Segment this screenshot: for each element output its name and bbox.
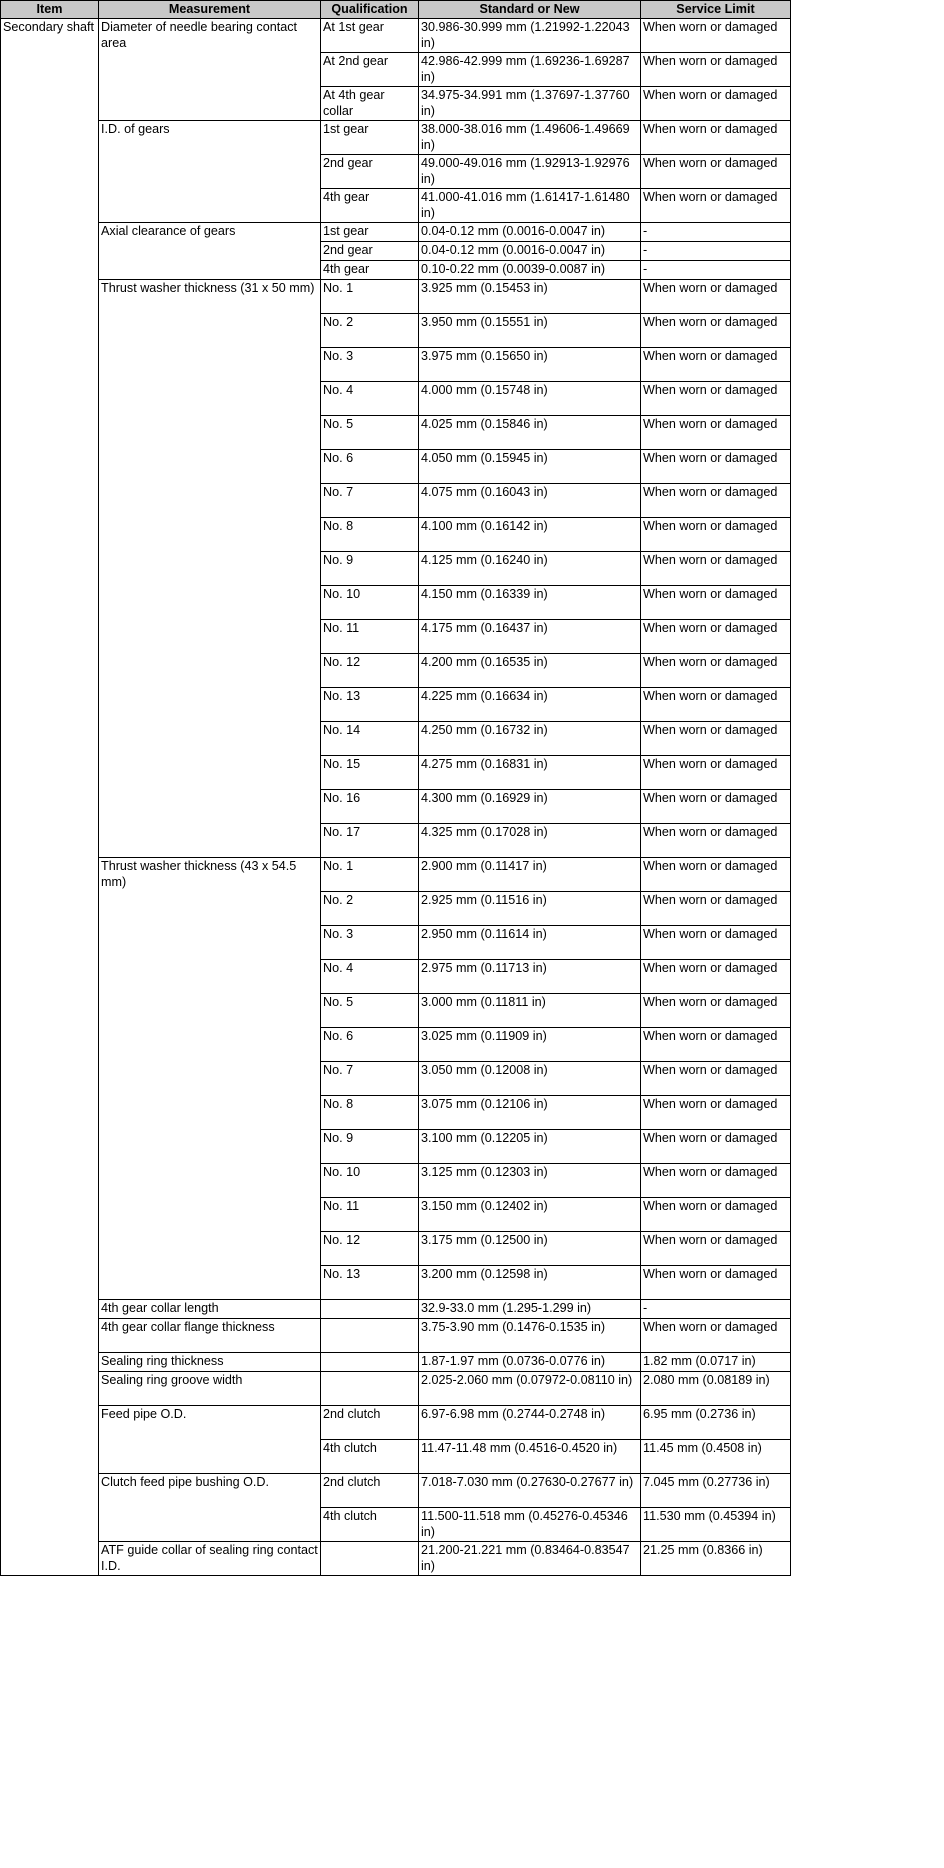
qualification-cell: No. 4	[321, 382, 419, 416]
header-row	[1, 1, 791, 19]
standard-cell: 41.000-41.016 mm (1.61417-1.61480 in)	[419, 189, 641, 223]
qualification-cell: 4th gear	[321, 189, 419, 223]
table-row	[1, 223, 791, 242]
standard-cell: 3.75-3.90 mm (0.1476-0.1535 in)	[419, 1319, 641, 1353]
qualification-cell: No. 10	[321, 586, 419, 620]
qualification-cell: 1st gear	[321, 223, 419, 242]
standard-cell: 49.000-49.016 mm (1.92913-1.92976 in)	[419, 155, 641, 189]
qualification-cell: 2nd clutch	[321, 1406, 419, 1440]
service-limit-cell: -	[641, 1300, 791, 1319]
service-limit-cell: -	[641, 223, 791, 242]
qualification-cell: No. 15	[321, 756, 419, 790]
standard-cell: 2.950 mm (0.11614 in)	[419, 926, 641, 960]
standard-cell: 6.97-6.98 mm (0.2744-0.2748 in)	[419, 1406, 641, 1440]
measurement-cell: 4th gear collar flange thickness	[99, 1319, 321, 1353]
qualification-cell	[321, 1542, 419, 1576]
qualification-cell: No. 1	[321, 280, 419, 314]
service-limit-cell: When worn or damaged	[641, 189, 791, 223]
standard-cell: 4.250 mm (0.16732 in)	[419, 722, 641, 756]
standard-cell: 34.975-34.991 mm (1.37697-1.37760 in)	[419, 87, 641, 121]
qualification-cell: 2nd gear	[321, 155, 419, 189]
qualification-cell: No. 7	[321, 484, 419, 518]
table-row	[1, 858, 791, 892]
qualification-cell: No. 10	[321, 1164, 419, 1198]
standard-cell: 11.47-11.48 mm (0.4516-0.4520 in)	[419, 1440, 641, 1474]
qualification-cell: 4th clutch	[321, 1508, 419, 1542]
service-limit-cell: When worn or damaged	[641, 382, 791, 416]
service-limit-cell: When worn or damaged	[641, 53, 791, 87]
qualification-cell	[321, 1353, 419, 1372]
service-limit-cell: When worn or damaged	[641, 518, 791, 552]
qualification-cell: No. 3	[321, 348, 419, 382]
service-limit-cell: 6.95 mm (0.2736 in)	[641, 1406, 791, 1440]
standard-cell: 4.175 mm (0.16437 in)	[419, 620, 641, 654]
qualification-cell: At 2nd gear	[321, 53, 419, 87]
service-limit-cell: When worn or damaged	[641, 790, 791, 824]
service-limit-cell: When worn or damaged	[641, 280, 791, 314]
standard-cell: 3.075 mm (0.12106 in)	[419, 1096, 641, 1130]
measurement-cell: Axial clearance of gears	[99, 223, 321, 280]
service-limit-cell: When worn or damaged	[641, 994, 791, 1028]
table-body	[1, 19, 791, 1576]
qualification-cell: No. 1	[321, 858, 419, 892]
standard-cell: 0.04-0.12 mm (0.0016-0.0047 in)	[419, 223, 641, 242]
standard-cell: 4.075 mm (0.16043 in)	[419, 484, 641, 518]
qualification-cell: No. 13	[321, 688, 419, 722]
standard-cell: 3.950 mm (0.15551 in)	[419, 314, 641, 348]
standard-cell: 1.87-1.97 mm (0.0736-0.0776 in)	[419, 1353, 641, 1372]
standard-cell: 4.000 mm (0.15748 in)	[419, 382, 641, 416]
service-limit-cell: When worn or damaged	[641, 1266, 791, 1300]
header-measurement: Measurement	[99, 1, 321, 19]
qualification-cell	[321, 1319, 419, 1353]
standard-cell: 3.975 mm (0.15650 in)	[419, 348, 641, 382]
service-limit-cell: When worn or damaged	[641, 824, 791, 858]
qualification-cell: At 1st gear	[321, 19, 419, 53]
qualification-cell: No. 5	[321, 994, 419, 1028]
service-limit-cell: When worn or damaged	[641, 858, 791, 892]
standard-cell: 0.10-0.22 mm (0.0039-0.0087 in)	[419, 261, 641, 280]
qualification-cell: No. 3	[321, 926, 419, 960]
measurement-cell: Diameter of needle bearing contact area	[99, 19, 321, 121]
standard-cell: 4.125 mm (0.16240 in)	[419, 552, 641, 586]
item-cell: Secondary shaft	[1, 19, 99, 1576]
header-standard: Standard or New	[419, 1, 641, 19]
standard-cell: 4.325 mm (0.17028 in)	[419, 824, 641, 858]
service-limit-cell: 11.45 mm (0.4508 in)	[641, 1440, 791, 1474]
qualification-cell	[321, 1372, 419, 1406]
service-limit-cell: When worn or damaged	[641, 654, 791, 688]
standard-cell: 3.000 mm (0.11811 in)	[419, 994, 641, 1028]
measurement-cell: Feed pipe O.D.	[99, 1406, 321, 1474]
qualification-cell: No. 5	[321, 416, 419, 450]
qualification-cell: No. 16	[321, 790, 419, 824]
standard-cell: 3.925 mm (0.15453 in)	[419, 280, 641, 314]
standard-cell: 4.150 mm (0.16339 in)	[419, 586, 641, 620]
standard-cell: 3.100 mm (0.12205 in)	[419, 1130, 641, 1164]
qualification-cell: No. 2	[321, 892, 419, 926]
standard-cell: 32.9-33.0 mm (1.295-1.299 in)	[419, 1300, 641, 1319]
qualification-cell: 2nd gear	[321, 242, 419, 261]
qualification-cell: No. 6	[321, 450, 419, 484]
service-limit-cell: When worn or damaged	[641, 620, 791, 654]
qualification-cell: No. 11	[321, 620, 419, 654]
standard-cell: 4.275 mm (0.16831 in)	[419, 756, 641, 790]
table-row	[1, 1474, 791, 1508]
service-limit-cell: When worn or damaged	[641, 688, 791, 722]
service-limit-cell: When worn or damaged	[641, 960, 791, 994]
service-limit-cell: 11.530 mm (0.45394 in)	[641, 1508, 791, 1542]
standard-cell: 2.925 mm (0.11516 in)	[419, 892, 641, 926]
measurement-cell: I.D. of gears	[99, 121, 321, 223]
table-row	[1, 121, 791, 155]
service-limit-cell: When worn or damaged	[641, 484, 791, 518]
qualification-cell: No. 17	[321, 824, 419, 858]
service-limit-cell: When worn or damaged	[641, 756, 791, 790]
standard-cell: 4.050 mm (0.15945 in)	[419, 450, 641, 484]
standard-cell: 3.200 mm (0.12598 in)	[419, 1266, 641, 1300]
table-row	[1, 1372, 791, 1406]
service-limit-cell: When worn or damaged	[641, 926, 791, 960]
header-service-limit: Service Limit	[641, 1, 791, 19]
service-limit-cell: When worn or damaged	[641, 552, 791, 586]
standard-cell: 21.200-21.221 mm (0.83464-0.83547 in)	[419, 1542, 641, 1576]
table-row	[1, 1406, 791, 1440]
measurement-cell: Thrust washer thickness (43 x 54.5 mm)	[99, 858, 321, 1300]
header-item: Item	[1, 1, 99, 19]
measurement-cell: 4th gear collar length	[99, 1300, 321, 1319]
standard-cell: 3.125 mm (0.12303 in)	[419, 1164, 641, 1198]
standard-cell: 3.175 mm (0.12500 in)	[419, 1232, 641, 1266]
service-limit-cell: -	[641, 242, 791, 261]
service-limit-cell: When worn or damaged	[641, 1028, 791, 1062]
service-limit-cell: When worn or damaged	[641, 586, 791, 620]
service-limit-cell: When worn or damaged	[641, 722, 791, 756]
table-row	[1, 19, 791, 53]
header-qualification: Qualification	[321, 1, 419, 19]
standard-cell: 4.200 mm (0.16535 in)	[419, 654, 641, 688]
standard-cell: 4.225 mm (0.16634 in)	[419, 688, 641, 722]
qualification-cell	[321, 1300, 419, 1319]
standard-cell: 3.025 mm (0.11909 in)	[419, 1028, 641, 1062]
service-limit-cell: -	[641, 261, 791, 280]
standard-cell: 2.900 mm (0.11417 in)	[419, 858, 641, 892]
standard-cell: 0.04-0.12 mm (0.0016-0.0047 in)	[419, 242, 641, 261]
standard-cell: 4.025 mm (0.15846 in)	[419, 416, 641, 450]
qualification-cell: No. 14	[321, 722, 419, 756]
qualification-cell: No. 12	[321, 1232, 419, 1266]
standard-cell: 2.975 mm (0.11713 in)	[419, 960, 641, 994]
service-limit-cell: When worn or damaged	[641, 155, 791, 189]
service-limit-cell: When worn or damaged	[641, 121, 791, 155]
measurement-cell: ATF guide collar of sealing ring contact I.D.	[99, 1542, 321, 1576]
standard-cell: 2.025-2.060 mm (0.07972-0.08110 in)	[419, 1372, 641, 1406]
service-limit-cell: When worn or damaged	[641, 348, 791, 382]
measurement-cell: Sealing ring thickness	[99, 1353, 321, 1372]
service-limit-cell: 2.080 mm (0.08189 in)	[641, 1372, 791, 1406]
qualification-cell: No. 13	[321, 1266, 419, 1300]
service-limit-cell: When worn or damaged	[641, 1198, 791, 1232]
measurement-cell: Sealing ring groove width	[99, 1372, 321, 1406]
standard-cell: 42.986-42.999 mm (1.69236-1.69287 in)	[419, 53, 641, 87]
service-limit-cell: When worn or damaged	[641, 87, 791, 121]
service-limit-cell: 21.25 mm (0.8366 in)	[641, 1542, 791, 1576]
standard-cell: 30.986-30.999 mm (1.21992-1.22043 in)	[419, 19, 641, 53]
qualification-cell: 4th gear	[321, 261, 419, 280]
table-row	[1, 1542, 791, 1576]
standard-cell: 7.018-7.030 mm (0.27630-0.27677 in)	[419, 1474, 641, 1508]
standard-cell: 4.100 mm (0.16142 in)	[419, 518, 641, 552]
qualification-cell: At 4th gear collar	[321, 87, 419, 121]
qualification-cell: No. 11	[321, 1198, 419, 1232]
qualification-cell: 2nd clutch	[321, 1474, 419, 1508]
standard-cell: 3.150 mm (0.12402 in)	[419, 1198, 641, 1232]
qualification-cell: No. 8	[321, 518, 419, 552]
qualification-cell: No. 8	[321, 1096, 419, 1130]
standard-cell: 38.000-38.016 mm (1.49606-1.49669 in)	[419, 121, 641, 155]
measurement-cell: Clutch feed pipe bushing O.D.	[99, 1474, 321, 1542]
service-limit-cell: When worn or damaged	[641, 416, 791, 450]
qualification-cell: No. 12	[321, 654, 419, 688]
qualification-cell: No. 7	[321, 1062, 419, 1096]
service-limit-cell: When worn or damaged	[641, 1130, 791, 1164]
service-limit-cell: When worn or damaged	[641, 450, 791, 484]
qualification-cell: 4th clutch	[321, 1440, 419, 1474]
service-limit-cell: When worn or damaged	[641, 1062, 791, 1096]
qualification-cell: 1st gear	[321, 121, 419, 155]
standard-cell: 11.500-11.518 mm (0.45276-0.45346 in)	[419, 1508, 641, 1542]
service-limit-cell: When worn or damaged	[641, 314, 791, 348]
qualification-cell: No. 9	[321, 1130, 419, 1164]
table-row	[1, 1319, 791, 1353]
table-row	[1, 1300, 791, 1319]
service-limit-cell: When worn or damaged	[641, 892, 791, 926]
service-limit-cell: 1.82 mm (0.0717 in)	[641, 1353, 791, 1372]
standard-cell: 3.050 mm (0.12008 in)	[419, 1062, 641, 1096]
measurement-cell: Thrust washer thickness (31 x 50 mm)	[99, 280, 321, 858]
table-row	[1, 1353, 791, 1372]
qualification-cell: No. 6	[321, 1028, 419, 1062]
service-limit-cell: When worn or damaged	[641, 1232, 791, 1266]
service-limit-cell: When worn or damaged	[641, 1164, 791, 1198]
service-limit-cell: 7.045 mm (0.27736 in)	[641, 1474, 791, 1508]
service-limit-cell: When worn or damaged	[641, 1096, 791, 1130]
service-limit-cell: When worn or damaged	[641, 1319, 791, 1353]
table-row	[1, 280, 791, 314]
service-limit-cell: When worn or damaged	[641, 19, 791, 53]
standard-cell: 4.300 mm (0.16929 in)	[419, 790, 641, 824]
qualification-cell: No. 9	[321, 552, 419, 586]
qualification-cell: No. 2	[321, 314, 419, 348]
qualification-cell: No. 4	[321, 960, 419, 994]
